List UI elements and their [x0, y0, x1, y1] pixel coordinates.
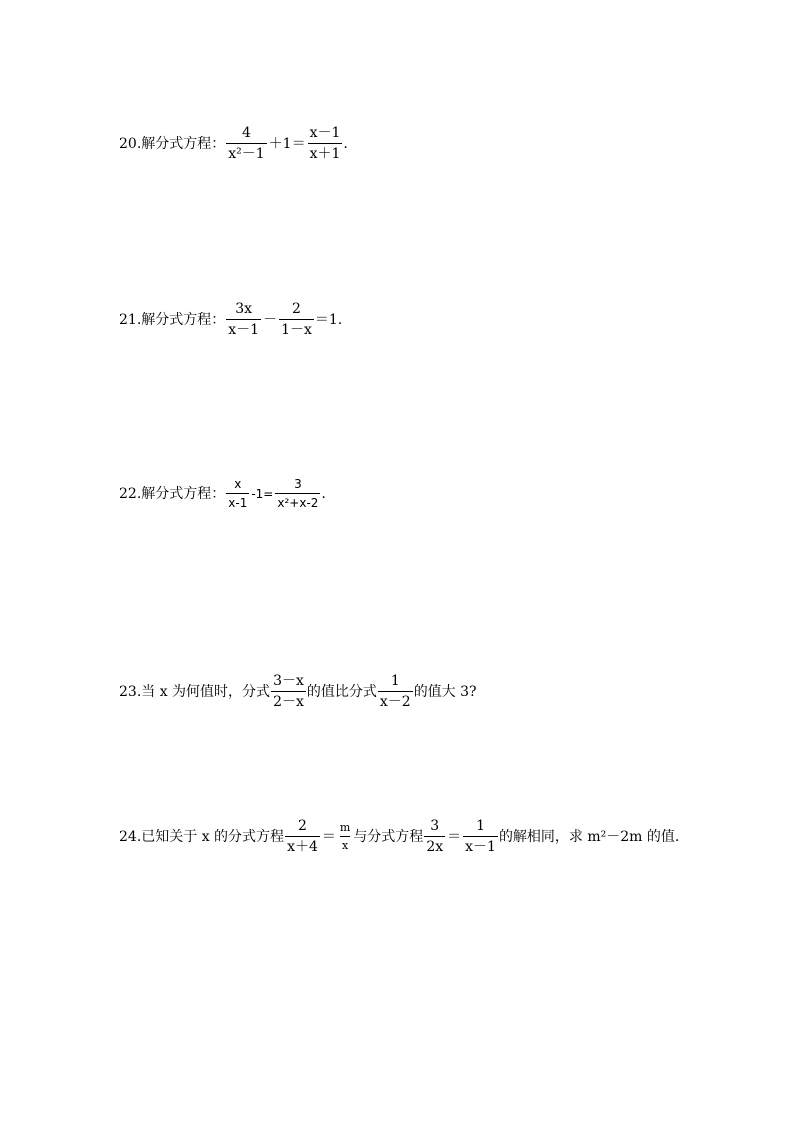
- numerator: 3－x: [273, 673, 304, 689]
- numerator: x: [234, 477, 242, 491]
- question-24-prefix: 24.已知关于 x 的分式方程: [119, 828, 285, 845]
- question-23: [119, 674, 477, 709]
- numerator: 2: [292, 301, 301, 317]
- question-end: 的解相同，求 m²－2m 的值.: [498, 828, 680, 845]
- numerator: m: [339, 821, 351, 834]
- fraction: [275, 478, 320, 509]
- fraction: [271, 674, 306, 709]
- numerator: 1: [390, 673, 400, 689]
- fraction: [226, 478, 249, 509]
- denominator: x: [340, 836, 350, 851]
- question-mid-text: 与分式方程: [353, 828, 424, 845]
- fraction: [424, 819, 445, 854]
- question-end: ＝1.: [314, 311, 343, 328]
- fraction: [226, 302, 261, 337]
- question-end: 的值大 3?: [413, 683, 477, 700]
- question-21-prefix: 21.解分式方程：: [119, 311, 226, 328]
- question-22: [119, 478, 326, 509]
- operator: ＝: [321, 828, 336, 845]
- numerator: 3: [294, 477, 302, 491]
- operator: -1=: [251, 486, 274, 501]
- denominator: x＋4: [285, 836, 320, 854]
- question-21: [119, 302, 342, 337]
- fraction: [279, 302, 314, 337]
- question-end: .: [343, 135, 348, 152]
- question-24: [119, 819, 679, 854]
- fraction: [285, 819, 320, 854]
- denominator: x²－1: [226, 143, 266, 161]
- denominator: x-1: [226, 493, 249, 509]
- question-22-prefix: 22.解分式方程：: [119, 485, 226, 502]
- fraction: [378, 674, 413, 709]
- fraction: [338, 822, 352, 851]
- numerator: x－1: [309, 125, 341, 141]
- numerator: 2: [298, 818, 307, 834]
- denominator: 2x: [424, 836, 445, 854]
- denominator: x－1: [463, 836, 498, 854]
- question-20-prefix: 20.解分式方程：: [119, 135, 226, 152]
- question-20: [119, 126, 348, 161]
- denominator: x²+x-2: [275, 493, 320, 509]
- operator: －: [263, 311, 278, 328]
- numerator: 4: [242, 125, 251, 141]
- numerator: 3x: [235, 301, 253, 317]
- denominator: x－1: [226, 319, 261, 337]
- fraction: [463, 819, 498, 854]
- operator: ＝: [447, 828, 462, 845]
- denominator: 2－x: [271, 691, 306, 709]
- denominator: x＋1: [308, 143, 343, 161]
- numerator: 1: [476, 818, 485, 834]
- denominator: x－2: [378, 691, 413, 709]
- question-23-prefix: 23.当 x 为何值时，分式: [119, 683, 271, 700]
- operator: ＋1＝: [268, 135, 306, 152]
- fraction: [226, 126, 266, 161]
- fraction: [308, 126, 343, 161]
- denominator: 1－x: [279, 319, 314, 337]
- numerator: 3: [430, 818, 440, 834]
- question-mid-text: 的值比分式: [306, 683, 377, 700]
- question-end: .: [321, 485, 326, 502]
